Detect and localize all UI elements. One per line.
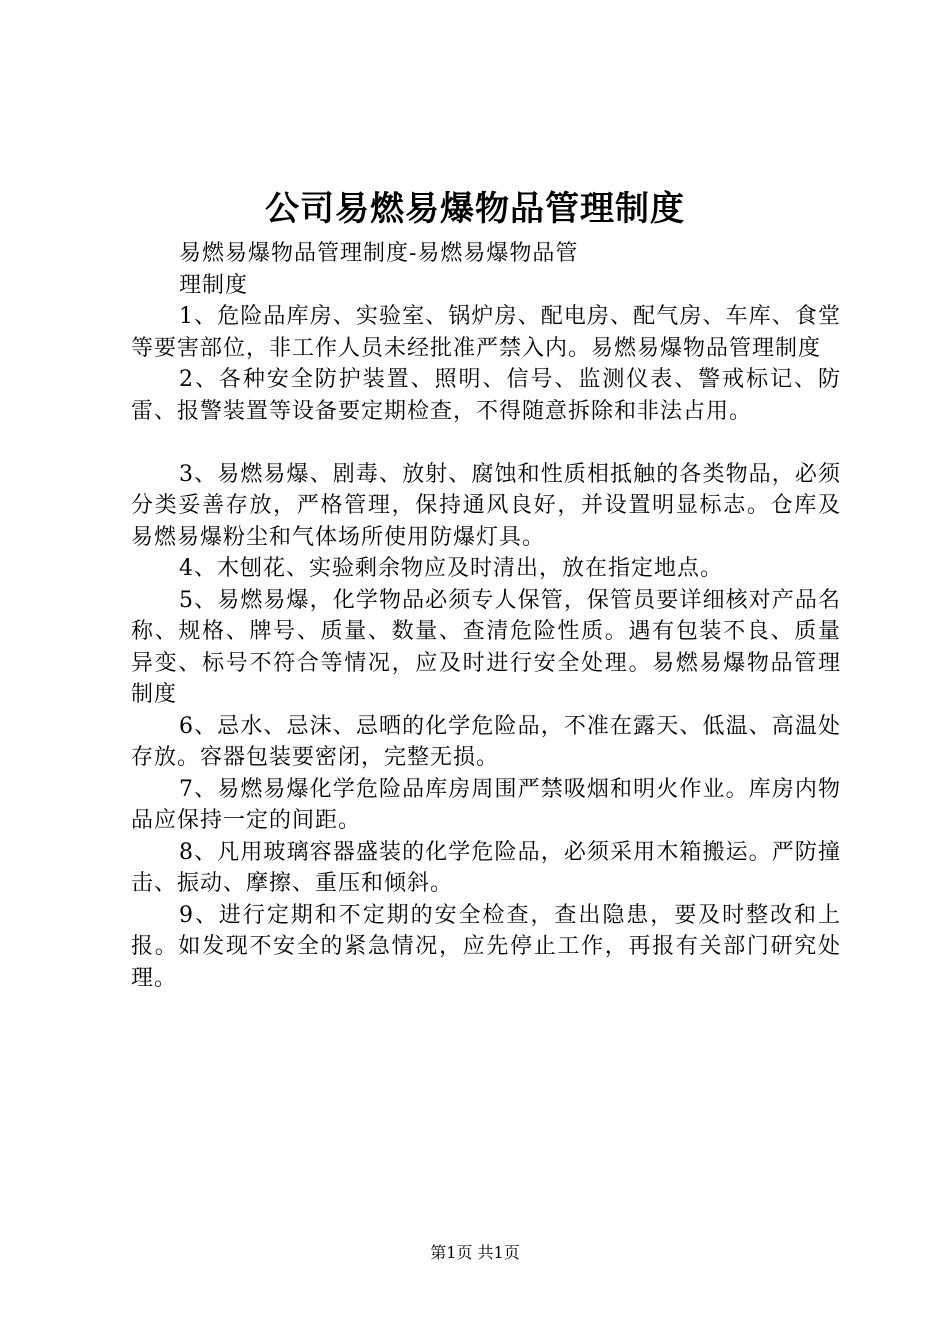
paragraph-4: 4、木刨花、实验剩余物应及时清出，放在指定地点。 [179, 556, 723, 581]
paragraph-2: 2、各种安全防护装置、照明、信号、监测仪表、警戒标记、防雷、报警装置等设备要定期检查，不得随意拆除和非法占用。 [131, 367, 841, 424]
paragraph-3: 3、易燃易爆、剧毒、放射、腐蚀和性质相抵触的各类物品，必须分类妥善存放，严格管理，保持通风良好，并设置明显标志。仓库及易燃易爆粉尘和气体场所使用防爆灯具。 [131, 461, 841, 550]
paragraph-9: 9、进行定期和不定期的安全检查，查出隐患，要及时整改和上报。如发现不安全的紧急情况，应先停止工作，再报有关部门研究处理。 [131, 902, 841, 991]
paragraph-5: 5、易燃易爆，化学物品必须专人保管，保管员要详细核对产品名称、规格、牌号、质量、数量、查清危险性质。遇有包装不良、质量异变、标号不符合等情况，应及时进行安全处理。易燃易爆物品管理制度 [131, 587, 841, 707]
paragraph-1: 1、危险品库房、实验室、锅炉房、配电房、配气房、车库、食堂等要害部位，非工作人员未经批准严禁入内。易燃易爆物品管理制度 [131, 304, 841, 361]
document-title: 公司易燃易爆物品管理制度 [265, 189, 685, 229]
document-body [131, 238, 841, 994]
paragraph-8: 8、凡用玻璃容器盛装的化学危险品，必须采用木箱搬运。严防撞击、振动、摩擦、重压和倾斜。 [131, 839, 841, 896]
paragraph-6: 6、忌水、忌沫、忌晒的化学危险品，不准在露天、低温、高温处存放。容器包装要密闭，完整无损。 [131, 713, 841, 770]
document-subtitle: 易燃易爆物品管理制度-易燃易爆物品管理制度 [179, 241, 579, 298]
page-footer: 第1页 共1页 [430, 1243, 520, 1262]
paragraph-7: 7、易燃易爆化学危险品库房周围严禁吸烟和明火作业。库房内物品应保持一定的间距。 [131, 776, 841, 833]
paragraph-spacer [131, 427, 841, 459]
